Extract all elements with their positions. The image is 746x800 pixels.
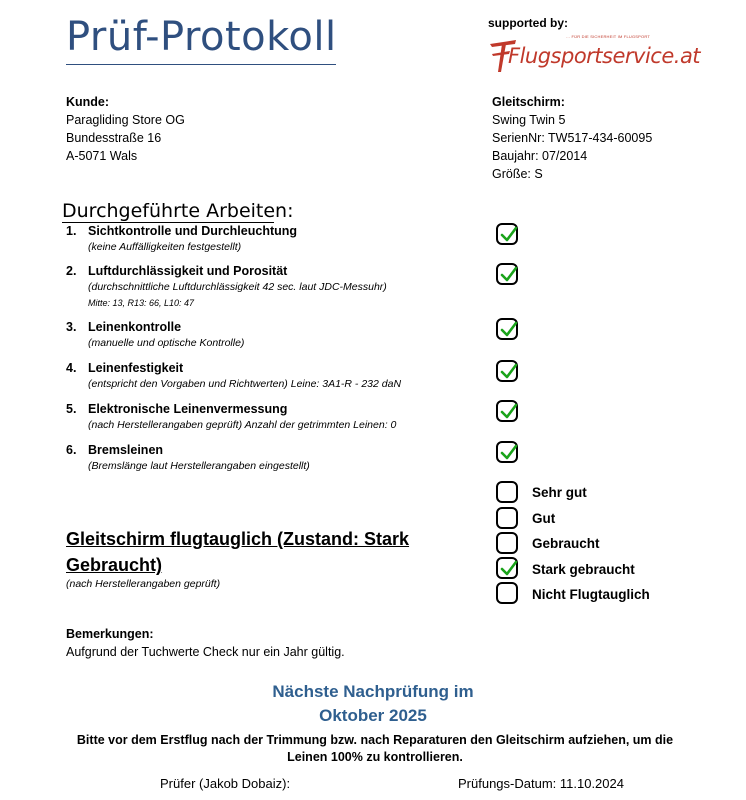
rating-sehr-gut-checkbox[interactable] — [496, 481, 518, 503]
glider-line: Größe: S — [492, 167, 543, 181]
work-4-checkbox[interactable] — [496, 360, 518, 382]
work-3-checkbox[interactable] — [496, 318, 518, 340]
rating-stark-gebraucht-checkbox[interactable] — [496, 557, 518, 579]
notice-line-2: Leinen 100% zu kontrollieren. — [287, 750, 463, 764]
glider-block — [492, 93, 652, 183]
checkmark-icon — [499, 443, 519, 463]
rating-nicht-flugtauglich-checkbox[interactable] — [496, 582, 518, 604]
work-item-note: (Bremslänge laut Herstellerangaben eingestellt) — [88, 460, 310, 472]
rating-label: Nicht Flugtauglich — [532, 587, 650, 602]
work-1-checkbox[interactable] — [496, 223, 518, 245]
work-item-extra: Mitte: 13, R13: 66, L10: 47 — [88, 298, 195, 308]
remarks-label: Bemerkungen: — [66, 627, 154, 641]
airworthiness-statement — [66, 526, 446, 578]
work-item-heading: Sichtkontrolle und Durchleuchtung — [88, 224, 298, 238]
rating-gebraucht-checkbox[interactable] — [496, 532, 518, 554]
document-title: Prüf-Protokoll — [66, 14, 337, 60]
work-item-number: 5. — [66, 402, 77, 416]
glider-label: Gleitschirm: — [492, 95, 565, 109]
customer-line: Bundesstraße 16 — [66, 131, 162, 145]
work-item-heading: Bremsleinen — [88, 443, 164, 457]
rating-label: Gebraucht — [532, 536, 600, 551]
flugsportservice-logo — [486, 30, 701, 76]
work-item-note: (durchschnittliche Luftdurchlässigkeit 42 sec. laut JDC-Messuhr) — [88, 281, 387, 293]
work-item-5 — [66, 401, 486, 433]
rating-label: Gut — [532, 511, 556, 526]
checkmark-icon — [499, 559, 519, 579]
work-item-heading: Elektronische Leinenvermessung — [88, 402, 288, 416]
work-item-number: 2. — [66, 264, 77, 278]
works-title: Durchgeführte Arbeiten: — [62, 200, 294, 222]
checkmark-icon — [499, 320, 519, 340]
logo-tagline: … FÜR DIE SICHERHEIT IM FLUGSPORT — [566, 34, 651, 39]
customer-line: Paragliding Store OG — [66, 113, 185, 127]
glider-line: Swing Twin 5 — [492, 113, 566, 127]
work-item-6 — [66, 442, 486, 474]
work-item-number: 6. — [66, 443, 77, 457]
work-item-note: (manuelle und optische Kontrolle) — [88, 337, 245, 349]
checkmark-icon — [499, 402, 519, 422]
work-item-3 — [66, 319, 486, 351]
customer-line: A-5071 Wals — [66, 149, 138, 163]
glider-line: Baujahr: 07/2014 — [492, 149, 588, 163]
remarks-text: Aufgrund der Tuchwerte Check nur ein Jahr gültig. — [66, 645, 345, 659]
work-6-checkbox[interactable] — [496, 441, 518, 463]
customer-block — [66, 93, 185, 165]
next-check-line-1: Nächste Nachprüfung im — [272, 682, 474, 701]
work-2-checkbox[interactable] — [496, 263, 518, 285]
work-item-heading: Leinenkontrolle — [88, 320, 182, 334]
work-5-checkbox[interactable] — [496, 400, 518, 422]
airworthiness-note: (nach Herstellerangaben geprüft) — [66, 578, 221, 590]
rating-label: Sehr gut — [532, 485, 587, 500]
work-item-1 — [66, 223, 486, 255]
work-item-number: 3. — [66, 320, 77, 334]
customer-label: Kunde: — [66, 95, 110, 109]
glider-line: SerienNr: TW517-434-60095 — [492, 131, 653, 145]
checkmark-icon — [499, 362, 519, 382]
title-underline — [66, 64, 336, 65]
work-item-note: (keine Auffälligkeiten festgestellt) — [88, 241, 242, 253]
examiner-label: Prüfer (Jakob Dobaiz): — [160, 776, 291, 791]
work-item-heading: Leinenfestigkeit — [88, 361, 184, 375]
airworthiness-line-1: Gleitschirm flugtauglich (Zustand: Stark — [66, 529, 410, 549]
work-item-note: (entspricht den Vorgaben und Richtwerten) Leine: 3A1-R - 232 daN — [88, 378, 402, 390]
checkmark-icon — [499, 265, 519, 285]
notice-line-1: Bitte vor dem Erstflug nach der Trimmung bzw. nach Reparaturen den Gleitschirm aufziehen, um die — [76, 733, 674, 747]
logo-text: Flugsportservice.at — [508, 44, 701, 68]
inspection-date: Prüfungs-Datum: 11.10.2024 — [458, 776, 624, 791]
work-item-heading: Luftdurchlässigkeit und Porosität — [88, 264, 288, 278]
rating-label: Stark gebraucht — [532, 562, 635, 577]
rating-gut-checkbox[interactable] — [496, 507, 518, 529]
work-item-number: 1. — [66, 224, 77, 238]
airworthiness-line-2: Gebraucht) — [66, 555, 163, 575]
work-item-2 — [66, 263, 486, 311]
checkmark-icon — [499, 225, 519, 245]
work-item-number: 4. — [66, 361, 77, 375]
preflight-notice — [60, 732, 690, 766]
work-item-4 — [66, 360, 486, 392]
next-check-line-2: Oktober 2025 — [319, 706, 427, 725]
work-item-note: (nach Herstellerangaben geprüft) Anzahl der getrimmten Leinen: 0 — [88, 419, 397, 431]
supported-by-label: supported by: — [488, 16, 568, 30]
